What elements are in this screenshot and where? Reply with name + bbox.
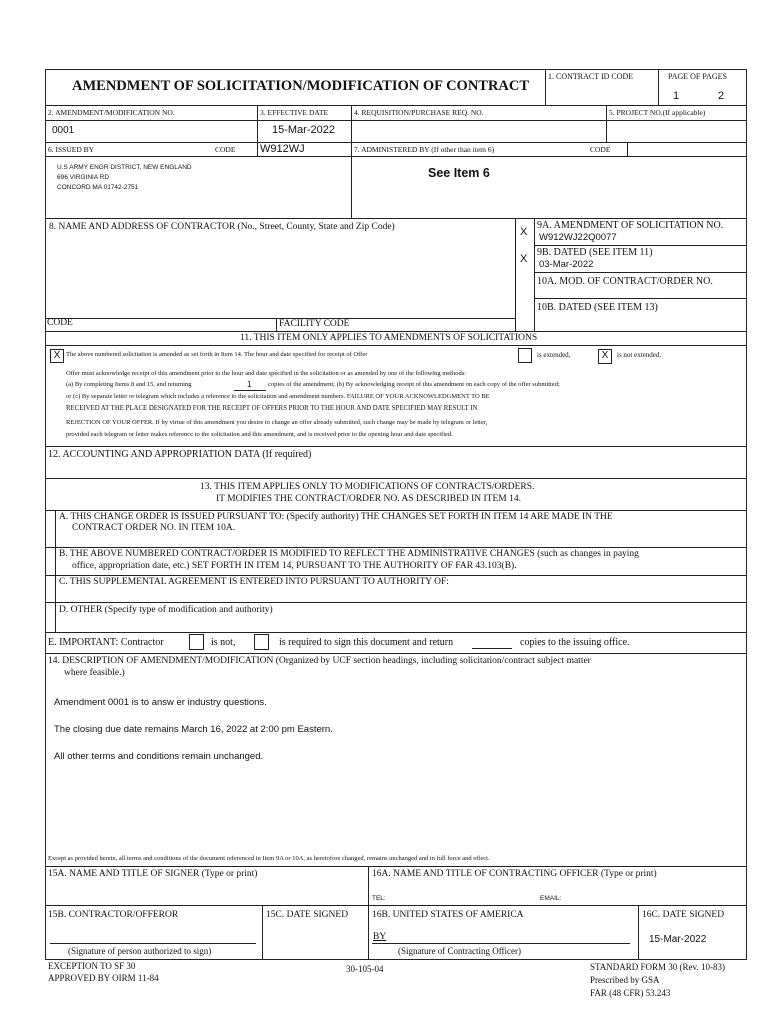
officer-signature-caption: (Signature of Contracting Officer) bbox=[398, 946, 522, 956]
item-9b-check: X bbox=[520, 253, 528, 265]
item-15c-label: 15C. DATE SIGNED bbox=[266, 910, 349, 920]
admin-code-label: CODE bbox=[590, 145, 611, 154]
item-11-para5: REJECTION OF YOUR OFFER. If by virtue of this amendment you desire to change an offer already submitted, such change may be made by telegram or letter, bbox=[66, 419, 488, 426]
item-16a-label: 16A. NAME AND TITLE OF CONTRACTING OFFICER (Type or print) bbox=[372, 869, 657, 879]
item-15b-label: 15B. CONTRACTOR/OFFEROR bbox=[48, 910, 179, 920]
is-not-checkbox[interactable] bbox=[189, 634, 204, 650]
issued-by-label: 6. ISSUED BY bbox=[48, 145, 95, 154]
contractor-name-label: 8. NAME AND ADDRESS OF CONTRACTOR (No., Street, County, State and Zip Code) bbox=[49, 222, 395, 232]
issuer-address-line3: CONCORD MA 01742-2751 bbox=[57, 184, 139, 191]
issued-code-label: CODE bbox=[215, 145, 236, 154]
item-16b-label: 16B. UNITED STATES OF AMERICA bbox=[372, 910, 524, 920]
item-13b-line2: office, appropriation date, etc.) SET FORTH IN ITEM 14, PURSUANT TO THE AUTHORITY OF FAR 43.103(B). bbox=[72, 561, 517, 571]
prescribed-label: Prescribed by GSA bbox=[590, 975, 660, 985]
not-extended-checkbox[interactable]: X bbox=[598, 349, 612, 364]
effective-date-label: 3. EFFECTIVE DATE bbox=[260, 108, 329, 117]
description-line3: All other terms and conditions remain unchanged. bbox=[54, 751, 264, 762]
item-9a-label: 9A. AMENDMENT OF SOLICITATION NO. bbox=[537, 220, 724, 231]
by-label: BY bbox=[373, 932, 387, 942]
approved-label: APPROVED BY OIRM 11-84 bbox=[48, 973, 159, 983]
project-no-label: 5. PROJECT NO.(If applicable) bbox=[609, 108, 706, 117]
item-14-label2: where feasible.) bbox=[64, 668, 125, 678]
extended-checkbox[interactable] bbox=[518, 348, 532, 363]
contractor-signature-line bbox=[50, 943, 256, 944]
item-14-footer: Except as provided herein, all terms and conditions of the document referenced in Item 9A or 10A, as heretofore changed, remains unchanged and in full force and effect. bbox=[48, 855, 490, 862]
standard-form-label: STANDARD FORM 30 (Rev. 10-83) bbox=[590, 962, 725, 972]
tel-label: TEL: bbox=[372, 895, 386, 902]
effective-date-value: 15-Mar-2022 bbox=[272, 124, 335, 136]
item-10b-label: 10B. DATED (SEE ITEM 13) bbox=[537, 302, 658, 313]
item-14-label1: 14. DESCRIPTION OF AMENDMENT/MODIFICATION (Organized by UCF section headings, including solicitation/contract subject matter bbox=[48, 656, 591, 666]
item-11-para3: or (c) By separate letter or telegram which includes a reference to the solicitation and amendment numbers. FAILURE OF YOUR ACKNOWLEDGMENT TO BE bbox=[66, 393, 490, 400]
item-13c: C. THIS SUPPLEMENTAL AGREEMENT IS ENTERED INTO PURSUANT TO AUTHORITY OF: bbox=[59, 577, 449, 587]
exception-label: EXCEPTION TO SF 30 bbox=[48, 961, 136, 971]
not-extended-label: is not extended. bbox=[617, 351, 662, 359]
amended-checkbox[interactable]: X bbox=[50, 349, 64, 363]
item-9b-value: 03-Mar-2022 bbox=[539, 259, 594, 270]
requisition-label: 4. REQUISITION/PURCHASE REQ. NO. bbox=[354, 108, 484, 117]
item-13-title1: 13. THIS ITEM APPLIES ONLY TO MODIFICATIONS OF CONTRACTS/ORDERS. bbox=[200, 482, 535, 492]
administered-by-value: See Item 6 bbox=[428, 166, 490, 180]
item-11-para6: provided each telegram or letter makes reference to the solicitation and this amendment, and is received prior to the opening hour and date specified. bbox=[66, 431, 453, 438]
item-13a-line2: CONTRACT ORDER NO. IN ITEM 10A. bbox=[72, 523, 236, 533]
copies-blank bbox=[234, 390, 266, 391]
issuer-address-line2: 696 VIRGINIA RD bbox=[57, 174, 110, 181]
amendment-no-label: 2. AMENDMENT/MODIFICATION NO. bbox=[48, 108, 175, 117]
item-11-title: 11. THIS ITEM ONLY APPLIES TO AMENDMENTS OF SOLICITATIONS bbox=[240, 333, 538, 343]
item-9a-check: X bbox=[520, 226, 528, 238]
form-number: 30-105-04 bbox=[346, 964, 384, 974]
total-pages: 2 bbox=[718, 90, 725, 102]
item-13b-line1: B. THE ABOVE NUMBERED CONTRACT/ORDER IS MODIFIED TO REFLECT THE ADMINISTRATIVE CHANGES (such as changes in paying bbox=[59, 549, 639, 559]
copies-count-blank bbox=[472, 648, 512, 649]
item-13-title2: IT MODIFIES THE CONTRACT/ORDER NO. AS DESCRIBED IN ITEM 14. bbox=[216, 494, 521, 504]
is-not-label: is not, bbox=[211, 637, 236, 648]
copies-to-office-label: copies to the issuing office. bbox=[520, 637, 630, 648]
amended-text: The above numbered solicitation is amended as set forth in Item 14. The hour and date specified for receipt of Offer bbox=[66, 351, 368, 358]
issuer-address-line1: U.S ARMY ENGR DISTRICT, NEW ENGLAND bbox=[57, 164, 192, 171]
item-11-para1: Offer must acknowledge receipt of this amendment prior to the hour and date specified in the solicitation or as amended by one of the following methods: bbox=[66, 370, 467, 377]
item-11-para2b: copies of the amendment; (b) By acknowledging receipt of this amendment on each copy of the offer submitted; bbox=[268, 381, 560, 388]
extended-label: is extended, bbox=[537, 351, 571, 359]
far-label: FAR (48 CFR) 53.243 bbox=[590, 988, 671, 998]
officer-signature-line bbox=[372, 943, 630, 944]
description-line1: Amendment 0001 is to answ er industry questions. bbox=[54, 697, 267, 708]
issued-code-value: W912WJ bbox=[260, 143, 305, 155]
description-line2: The closing due date remains March 16, 2022 at 2:00 pm Eastern. bbox=[54, 724, 333, 735]
item-11-para2a: (a) By completing Items 8 and 15, and returning bbox=[66, 381, 192, 388]
page-number: 1 bbox=[673, 90, 680, 102]
date-16c-value: 15-Mar-2022 bbox=[649, 934, 707, 945]
contractor-signature-caption: (Signature of person authorized to sign) bbox=[68, 946, 212, 956]
item-9b-label: 9B. DATED (SEE ITEM 11) bbox=[537, 247, 653, 258]
facility-code-label: FACILITY CODE bbox=[279, 319, 350, 329]
contract-id-label: 1. CONTRACT ID CODE bbox=[548, 72, 634, 81]
item-9a-value: W912WJ22Q0077 bbox=[539, 232, 617, 243]
page-of-pages-label: PAGE OF PAGES bbox=[668, 72, 727, 81]
item-13d: D. OTHER (Specify type of modification and authority) bbox=[59, 605, 273, 615]
form-title: AMENDMENT OF SOLICITATION/MODIFICATION OF CONTRACT bbox=[72, 78, 530, 94]
copies-returned: 1 bbox=[247, 380, 252, 389]
item-12-label: 12. ACCOUNTING AND APPROPRIATION DATA (If required) bbox=[48, 449, 312, 460]
contractor-code-label: CODE bbox=[47, 318, 73, 328]
item-16c-label: 16C. DATE SIGNED bbox=[642, 910, 725, 920]
item-10a-label: 10A. MOD. OF CONTRACT/ORDER NO. bbox=[537, 276, 713, 287]
item-13a-line1: A. THIS CHANGE ORDER IS ISSUED PURSUANT TO: (Specify authority) THE CHANGES SET FORTH IN ITEM 14 ARE MADE IN THE bbox=[59, 512, 613, 522]
amendment-no-value: 0001 bbox=[52, 125, 75, 136]
administered-by-label: 7. ADMINISTERED BY (If other than item 6) bbox=[354, 145, 495, 154]
item-15a-label: 15A. NAME AND TITLE OF SIGNER (Type or print) bbox=[48, 869, 258, 879]
item-11-para4: RECEIVED AT THE PLACE DESIGNATED FOR THE RECEIPT OF OFFERS PRIOR TO THE HOUR AND DATE SPECIFIED MAY RESULT IN bbox=[66, 405, 478, 412]
is-required-label: is required to sign this document and return bbox=[279, 637, 454, 648]
is-required-checkbox[interactable] bbox=[254, 634, 269, 650]
important-label: E. IMPORTANT: Contractor bbox=[48, 637, 164, 648]
email-label: EMAIL: bbox=[540, 895, 562, 902]
